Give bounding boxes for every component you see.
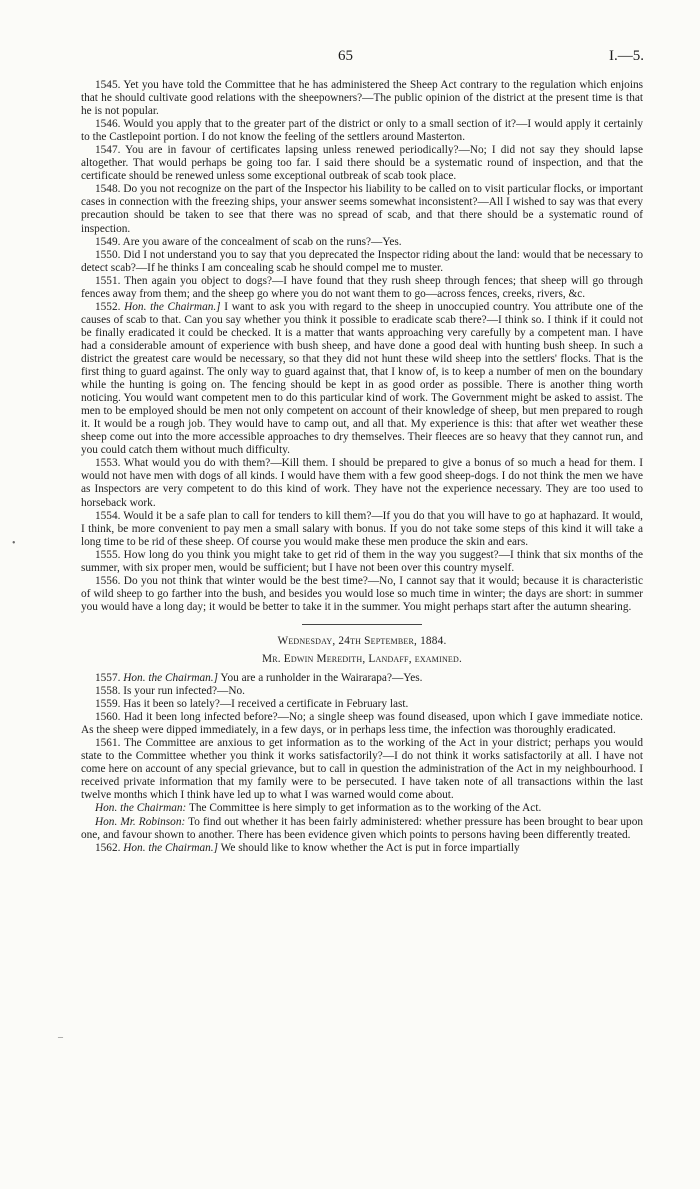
evidence-paragraph — [81, 79, 643, 118]
paragraph-text: Has it been so lately?—I received a certificate in February last. — [120, 698, 409, 711]
paragraph-text: You are in favour of certificates lapsing unless renewed periodically?—No; I did not say they should lapse altogether. That would perhaps be going too far. I said there should be a systematic round of inspection, and that the certificate should be renewed unless some exceptional outbreak of scab took place. — [81, 144, 643, 183]
speaker-label: Hon. Mr. Robinson: — [95, 815, 186, 828]
paragraph-group — [81, 457, 643, 614]
question-number: 1548. — [95, 183, 121, 196]
section-divider — [302, 624, 422, 625]
speaker-label: Hon. the Chairman.] — [123, 841, 219, 854]
evidence-paragraph — [81, 685, 643, 698]
evidence-paragraph — [81, 698, 643, 711]
paragraph-text: Would you apply that to the greater part of the district or only to a small section of it?—I would apply it certainly to the Castlepoint portion. I do not know the feeling of the settlers around Masterton. — [81, 118, 643, 144]
evidence-paragraph — [81, 118, 643, 144]
paragraph-text: Are you aware of the concealment of scab on the runs?—Yes. — [120, 235, 402, 248]
speaker-label: Hon. the Chairman.] — [123, 672, 219, 685]
paragraph-text: Would it be a safe plan to call for tenders to kill them?—If you do that you will have to go at haphazard. It would, I think, be more convenient to pay men a small salary with bonus. If you do not take some steps of this kind it will take a long time to be rid of these sheep. Of course you would make these men produce the skin and ears. — [81, 509, 643, 548]
question-number: 1550. — [95, 248, 121, 261]
evidence-paragraph — [81, 249, 643, 275]
question-number: 1555. — [95, 548, 121, 561]
question-number: 1547. — [95, 144, 121, 157]
paragraph-text: We should like to know whether the Act is put in force impartially — [218, 841, 520, 854]
question-number: 1560. — [95, 711, 121, 724]
question-number: 1554. — [95, 509, 121, 522]
question-number: 1557. — [95, 672, 121, 685]
paragraph-text: Do you not recognize on the part of the Inspector his liability to be called on to visit particular flocks, or important cases in connection with the freezing ships, your answer seems somewhat inconsistent?—All I wished to say was that every precaution should be taken to see that there was no spread of scab, and that there should be a systematic round of inspection. — [81, 183, 643, 235]
page-header — [0, 48, 700, 68]
evidence-paragraph — [81, 575, 643, 614]
question-number: 1558. — [95, 685, 121, 698]
paragraph-text: The Committee are anxious to get information as to the working of the Act in your district; perhaps you would state to the Committee whether you think it works satisfactorily?—I do not think it works satisfactorily at all. I have not come here on account of any special grievance, but to call in question the administration of the Act in my neighbourhood. I received private information that my family were to be persecuted. I have taken note of all transactions within the last twelve months which I think have led up to what I was warned would come about. — [81, 737, 643, 802]
speaker-label: Hon. the Chairman: — [95, 802, 187, 815]
paragraph-text: What would you do with them?—Kill them. I should be prepared to give a bonus of so much a head for them. I would not have men with dogs of all kinds. I would have them with a few good sheep-dogs. I do not think the men we have as Inspectors are very competent to do this kind of work. They have not the experience necessary. They are too used to horseback work. — [81, 457, 643, 509]
evidence-paragraph-1562 — [81, 842, 643, 855]
paragraph-text: To find out whether it has been fairly administered: whether pressure has been brought to bear upon one, and favour shown to another. There has been evidence given which points to persons having been differently treated. — [81, 815, 643, 841]
paragraph-text: Had it been long infected before?—No; a single sheep was found diseased, upon which I gave immediate notice. As the sheep were dipped immediately, in a few days, or in perhaps less time, the infection was thoroughly eradicated. — [81, 711, 643, 737]
evidence-paragraph — [81, 236, 643, 249]
question-number: 1545. — [95, 79, 121, 91]
paragraph-text: Yet you have told the Committee that he has administered the Sheep Act contrary to the regulation which enjoins that he should cultivate good relations with the sheepowners?—The public opinion of the district at the present time is that he is not popular. — [81, 79, 643, 118]
speaker-label: Hon. the Chairman.] — [124, 300, 221, 313]
evidence-paragraph — [81, 144, 643, 183]
question-number: 1562. — [95, 841, 121, 854]
question-number: 1546. — [95, 118, 121, 131]
evidence-paragraph — [81, 183, 643, 235]
evidence-paragraph — [81, 711, 643, 737]
question-number: 1561. — [95, 737, 121, 750]
question-number: 1549. — [95, 235, 121, 248]
paragraph-text: Is your run infected?—No. — [120, 685, 245, 698]
paragraph-text: Then again you object to dogs?—I have found that they rush sheep through fences; that sheep will go through fences away from them; and the sheep go where you do not want them to go—across fences, creeks, rivers, &c. — [81, 274, 643, 300]
question-number: 1553. — [95, 457, 121, 470]
document-code: I.—5. — [609, 48, 644, 64]
paragraph-text: Did I not understand you to say that you deprecated the Inspector riding about the land: would that be necessary to detect scab?—If he thinks I am concealing scab he should compel me to muster. — [81, 248, 643, 274]
evidence-paragraph — [81, 275, 643, 301]
page-number: 65 — [338, 48, 353, 64]
margin-mark: • — [12, 538, 16, 549]
paragraph-text: The Committee is here simply to get information as to the working of the Act. — [186, 802, 542, 815]
evidence-paragraph — [81, 510, 643, 549]
interjection-chairman — [81, 802, 643, 815]
question-number: 1559. — [95, 698, 121, 711]
question-number: 1552. — [95, 300, 121, 313]
paragraph-group — [81, 79, 643, 301]
paragraph-text: I want to ask you with regard to the sheep in unoccupied country. You attribute one of the causes of scab to that. Can you say whether you think it possible to eradicate scab there?—I think so. I think if it could not be finally eradicated it could be checked. It is a matter that wants approaching very carefully by a competent man. I have had a considerable amount of experience with bush sheep, and have done a good deal with hunting bush sheep. In such a district the greatest care would be necessary, so that they did not hunt these wild sheep into the settlers' flocks. That is the first thing to guard against. The only way to guard against that, that I know of, is to keep a number of men on the boundary while the hunting is going on. The fencing should be kept in as good order as possible. There is another thing worth noticing. You would want competent men to do this particular kind of work. The Government might be asked to assist. The men to be employed should be men not only competent on account of their knowledge of sheep, but men prepared to rough it. It would be a rough job. They would have to camp out, and all that. My experience is this: that after wet weather these sheep come out into the more accessible approaches to dry themselves. Their fleeces are so heavy that they cannot run, and you could catch them without much difficulty. — [81, 300, 644, 457]
session-date-heading: Wednesday, 24th September, 1884. — [277, 634, 447, 647]
transcript-body — [81, 79, 643, 855]
question-number: 1556. — [95, 574, 121, 587]
paragraph-text: Do you not think that winter would be the best time?—No, I cannot say that it would; because it is characteristic of wild sheep to go farther into the bush, and besides you would lose so much time in winter; the days are short: in summer you would have a long day; it would be better to take it in the summer. You might perhaps start after the autumn shearing. — [81, 574, 643, 613]
evidence-paragraph — [81, 457, 643, 509]
evidence-paragraph-1557 — [81, 672, 643, 685]
margin-mark: – — [58, 1032, 63, 1043]
evidence-paragraph — [81, 549, 643, 575]
interjection-robinson — [81, 816, 643, 842]
paragraph-group — [81, 685, 643, 802]
evidence-paragraph-1552 — [81, 301, 643, 458]
evidence-paragraph — [81, 737, 643, 802]
witness-heading: Mr. Edwin Meredith, Landaff, examined. — [261, 652, 463, 665]
question-number: 1551. — [95, 274, 121, 287]
paragraph-text: You are a runholder in the Wairarapa?—Yes. — [218, 672, 423, 685]
paragraph-text: How long do you think you might take to get rid of them in the way you suggest?—I think that six months of the summer, with six proper men, would be sufficient; but I have not been over this country myself. — [81, 548, 643, 574]
